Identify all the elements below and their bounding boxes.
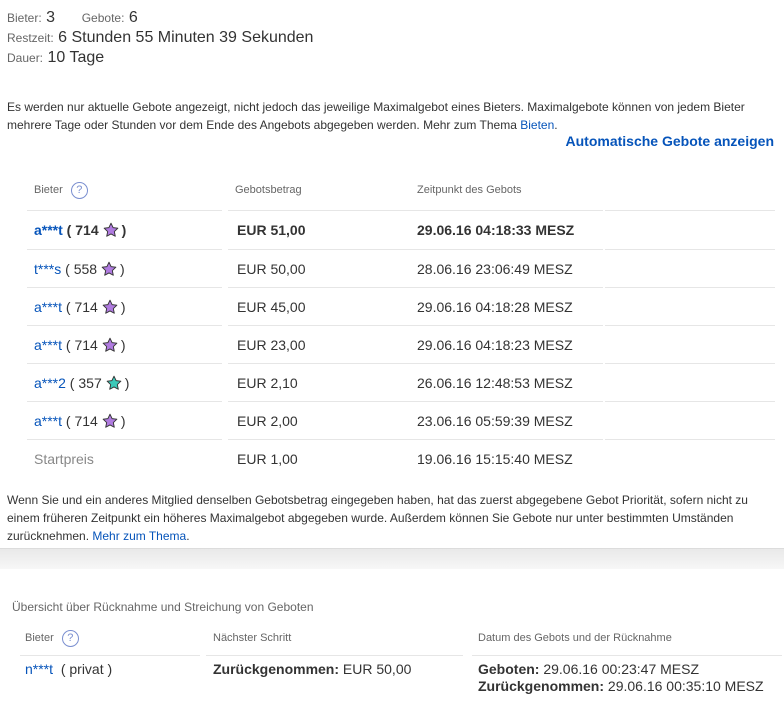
bid-date-value: 29.06.16 00:23:47 MESZ <box>543 661 700 677</box>
bid-time: 29.06.16 04:18:33 MESZ <box>410 210 603 250</box>
bidders-count: 3 <box>46 9 56 26</box>
feedback-star-icon <box>102 337 118 353</box>
star-shape <box>107 376 121 389</box>
retractions-header-date: Datum des Gebots und der Rücknahme <box>472 622 782 656</box>
header-bidder-label: Bieter <box>34 184 63 196</box>
section-divider <box>0 548 784 569</box>
bid-amount: EUR 51,00 <box>228 210 417 250</box>
feedback-score: 714 <box>74 298 98 315</box>
star-shape <box>103 338 117 351</box>
bid-row <box>27 210 775 250</box>
header-spacer <box>605 170 775 211</box>
bidder-name-link[interactable]: a***t <box>34 412 63 429</box>
bid-summary <box>7 8 313 68</box>
row-spacer <box>605 364 775 402</box>
row-spacer <box>605 288 775 326</box>
duration-value: 10 Tage <box>47 49 105 66</box>
row-spacer <box>605 326 775 364</box>
current-bids-info <box>7 98 777 134</box>
bid-amount: EUR 2,10 <box>228 364 417 402</box>
bid-table-header <box>27 170 775 210</box>
bid-bidder: a***t ( 714 ) <box>27 402 222 440</box>
star-shape <box>103 414 117 427</box>
help-icon[interactable]: ? <box>62 630 79 647</box>
row-spacer <box>605 210 775 250</box>
bid-row <box>27 250 775 288</box>
row-spacer <box>605 440 775 478</box>
retraction-row <box>20 655 776 719</box>
star-shape <box>102 262 116 275</box>
bidder-name-link[interactable]: a***t <box>34 221 63 238</box>
bid-bidder: a***2 ( 357 ) <box>27 364 222 402</box>
bid-row <box>27 288 775 326</box>
feedback-score: 357 <box>78 374 102 391</box>
bid-date-label: Geboten: <box>478 661 540 677</box>
duration-label: Dauer: <box>7 51 44 65</box>
retraction-status-amount: EUR 50,00 <box>342 661 412 677</box>
bid-amount: EUR 45,00 <box>228 288 417 326</box>
bid-rows <box>27 210 775 440</box>
feedback-star-icon <box>106 375 122 391</box>
footnote-suffix: . <box>186 529 190 543</box>
feedback-score: 714 <box>74 412 98 429</box>
bid-history-table <box>27 170 775 478</box>
footnote-text: Wenn Sie und ein anderes Mitglied denselben Gebotsbetrag eingegeben haben, hat das zuerst abgegebene Gebot Priorität, sofern nicht zu einem früheren Zeitpunkt ein höheres Maximalgebot abgegeben wurde. Außerdem können Sie Gebote nur unter bestimmten Umständen zurücknehmen. <box>7 493 748 543</box>
bid-time: 29.06.16 04:18:23 MESZ <box>410 326 603 364</box>
retract-date-value: 29.06.16 00:35:10 MESZ <box>607 678 764 694</box>
more-info-link[interactable]: Mehr zum Thema <box>92 529 187 543</box>
info-suffix: . <box>554 118 558 132</box>
retraction-bidder-link[interactable]: n***t <box>25 661 54 677</box>
header-amount: Gebotsbetrag <box>228 170 415 211</box>
bidder-name-link[interactable]: a***t <box>34 298 63 315</box>
retractions-header <box>20 622 776 655</box>
star-shape <box>103 300 117 313</box>
bid-time: 28.06.16 23:06:49 MESZ <box>410 250 603 288</box>
bid-amount: EUR 23,00 <box>228 326 417 364</box>
remaining-label: Restzeit: <box>7 31 54 45</box>
retraction-bidder <box>25 661 112 677</box>
bid-time: 29.06.16 04:18:28 MESZ <box>410 288 603 326</box>
feedback-star-icon <box>102 299 118 315</box>
retraction-status-label: Zurückgenommen: <box>213 661 340 677</box>
bid-bidder: t***s ( 558 ) <box>27 250 222 288</box>
retractions-title: Übersicht über Rücknahme und Streichung von Geboten <box>12 600 314 614</box>
bid-bidder: a***t ( 714 ) <box>27 326 222 364</box>
bids-count: 6 <box>128 9 138 26</box>
feedback-score: 714 <box>75 221 99 238</box>
bids-label: Gebote: <box>81 11 125 25</box>
bieten-link[interactable]: Bieten <box>520 118 555 132</box>
retractions-header-bidder <box>20 622 200 656</box>
retractions-header-next: Nächster Schritt <box>206 622 463 656</box>
bid-amount: EUR 2,00 <box>228 402 417 440</box>
show-automatic-bids-link[interactable]: Automatische Gebote anzeigen <box>565 133 774 149</box>
bid-priority-note <box>7 491 777 545</box>
feedback-star-icon <box>101 261 117 277</box>
bidders-label: Bieter: <box>7 11 42 25</box>
start-price-amount: EUR 1,00 <box>237 451 298 467</box>
row-spacer <box>605 402 775 440</box>
bid-row <box>27 326 775 364</box>
retract-date-label: Zurückgenommen: <box>478 678 605 694</box>
star-shape <box>104 223 118 236</box>
retractions-table <box>20 622 776 719</box>
bid-time: 23.06.16 05:59:39 MESZ <box>410 402 603 440</box>
bid-amount: EUR 50,00 <box>228 250 417 288</box>
bidder-name-link[interactable]: a***2 <box>34 374 66 391</box>
bidder-name-link[interactable]: t***s <box>34 260 62 277</box>
start-price-label: Startpreis <box>34 451 94 467</box>
feedback-star-icon <box>102 413 118 429</box>
start-price-time: 19.06.16 15:15:40 MESZ <box>417 451 573 467</box>
bid-bidder: a***t ( 714 ) <box>27 288 222 326</box>
start-price-row <box>27 440 775 478</box>
bid-time: 26.06.16 12:48:53 MESZ <box>410 364 603 402</box>
header-bidder <box>27 170 222 211</box>
retraction-bidder-privat: ( privat ) <box>60 661 113 677</box>
bidder-name-link[interactable]: a***t <box>34 336 63 353</box>
bid-bidder: a***t ( 714 ) <box>27 210 222 250</box>
feedback-score: 558 <box>73 260 98 277</box>
retraction-dates <box>478 661 768 695</box>
feedback-star-icon <box>103 222 119 238</box>
retraction-next-step <box>213 661 411 677</box>
remaining-time: 6 Stunden 55 Minuten 39 Sekunden <box>58 29 314 46</box>
header-time: Zeitpunkt des Gebots <box>410 170 603 211</box>
row-spacer <box>605 250 775 288</box>
retractions-header-bidder-label: Bieter <box>25 632 54 644</box>
feedback-score: 714 <box>74 336 98 353</box>
bid-row <box>27 364 775 402</box>
info-text: Es werden nur aktuelle Gebote angezeigt, nicht jedoch das jeweilige Maximalgebot eines Bieters. Maximalgebote können von jedem Bieter mehrere Tage oder Stunden vor dem Ende des Angebots abgegeben werden. Mehr zum Thema <box>7 100 745 132</box>
bid-row <box>27 402 775 440</box>
help-icon[interactable]: ? <box>71 182 88 199</box>
